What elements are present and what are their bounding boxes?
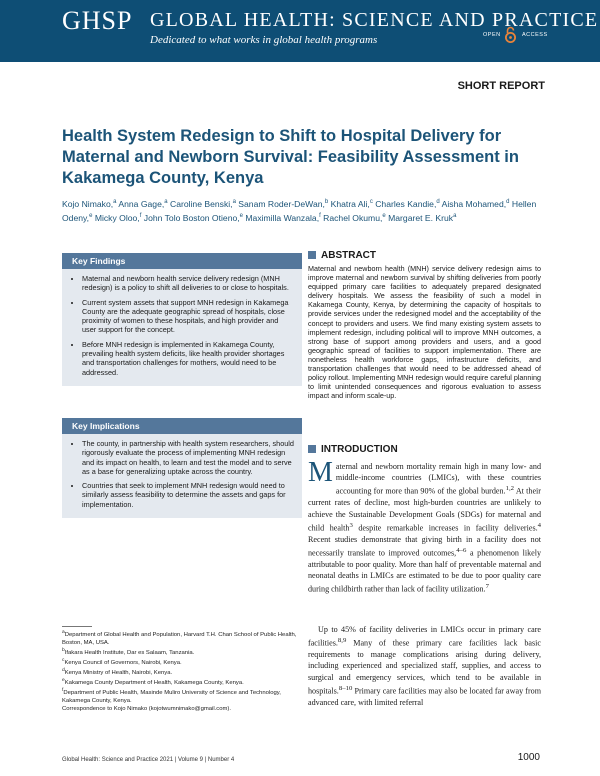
author[interactable]: Micky Oloo,$^f$ (94, 213, 142, 224)
footer-citation: Global Health: Science and Practice 2021 | Volume 9 | Number 4 (62, 757, 235, 763)
citation[interactable]: 1,2 (505, 485, 515, 493)
citation[interactable]: 8–10 (338, 684, 353, 692)
access-label: ACCESS (522, 32, 548, 38)
open-access-icon (504, 26, 517, 43)
report-type: SHORT REPORT (457, 80, 545, 92)
key-findings-heading: Key Findings (62, 253, 302, 269)
list-item: • Countries that seek to implement MNH redesign would need to similarly assess feasibility to determine the assets and gaps for implementation. (82, 481, 294, 509)
list-item: • Current system assets that support MNH redesign in Kakamega County are the adequate geographic spread of hospitals, close proximity of women to these hospitals, and high provider and user support for the concept. (82, 298, 294, 335)
affiliation: $^c$Kenya Council of Governors, Nairobi, Kenya. (62, 657, 182, 666)
key-findings-list (62, 269, 302, 386)
author[interactable]: Hellen Odeny,$^e$ (62, 198, 537, 224)
list-item: • Before MNH redesign is implemented in Kakamega County, prevailing health system deficits, like health provider shortages and transportation challenges for mothers, would need to be addressed. (82, 340, 294, 377)
author[interactable]: Margaret E. Kruk$^a$ (388, 213, 457, 224)
author[interactable]: Aisha Mohamed,$^d$ (441, 198, 510, 209)
author[interactable]: Caroline Benski,$^a$ (169, 198, 236, 209)
author[interactable]: Kojo Nimako,$^a$ (62, 198, 117, 209)
key-implications-box (62, 418, 302, 518)
correspondence[interactable]: Correspondence to Kojo Nimako (kojotwumnimako@gmail.com). (62, 705, 232, 712)
affiliation: $^d$Kenya Ministry of Health, Nairobi, Kenya. (62, 667, 173, 676)
page-number: 1000 (517, 752, 540, 763)
square-bullet-icon (308, 445, 316, 453)
citation[interactable]: 4–6 (456, 546, 467, 554)
list-item: • The county, in partnership with health system researchers, should rigorously evaluate the process of implementing MNH redesign and its impact on health, to learn and test the model and to serve as a base for generalizing uptake across the country. (82, 439, 294, 476)
abstract-text: Maternal and newborn health (MNH) service delivery redesign aims to improve maternal and newborn survival by shifting deliveries from poorly equipped primary care facilities to adequately prepared designated delivery hospitals. We assess the feasibility of such a model in Kakamega County, Kenya, by determining the capacity of hospitals to provide services under the redesigned model and the acceptability of the concept to providers and users. We find many existing system assets to implement redesign, including political will to improve MNH outcomes, a strong base of support among providers and users, and a good geographic spread of facilities to support implementation. There are nonetheless health workforce gaps, infrastructure deficits, and transportation challenges that would need to be addressed ahead of policy rollout. Implementing MNH redesign would require careful planning to limit unintended consequences and rigorous evaluation to assess impact and inform scale-up. (308, 264, 541, 401)
author[interactable]: Sanam Roder-DeWan,$^b$ (238, 198, 329, 209)
author[interactable]: Charles Kandie,$^d$ (375, 198, 440, 209)
author[interactable]: John Tolo Boston Otieno,$^e$ (143, 213, 243, 224)
key-implications-list (62, 434, 302, 518)
affiliation: $^a$Department of Global Health and Population, Harvard T.H. Chan School of Public Health, Boston, MA, USA. (62, 630, 297, 646)
introduction-paragraph-1: Maternal and newborn mortality remain high in many low- and middle-income countries (LMICs), with these countries accounting for more than 90% of the global burden.$^{1,2}$ At their current rates of decline, most high-burden countries are unlikely to achieve the Sustainable Development Goals (SDGs) for maternal and child health$^3$ despite remarkable increases in facility deliveries.$^4$ Recent studies demonstrate that giving birth in a facility does not necessarily translate to improved outcomes,$^{4-6}$ a phenomenon likely attributable to poor quality. More than half of preventable maternal and neonatal deaths in LMICs are estimated to be due to poor quality care during childbirth rather than lack of facility utilization.$^7$ (308, 457, 542, 594)
affiliations (62, 629, 298, 713)
introduction-paragraph-2: Up to 45% of facility deliveries in LMICs occur in primary care facilities.$^{8,9}$ Many of these primary care facilities lack basic requirements to manage complications arising during delivery, including experienced and specialized staff, supplies, and access to surgical and emergency services, which tend to be available in hospitals.$^{8-10}$ Primary care facilities may also be located far away from advanced care, with limited referral (308, 625, 541, 707)
author[interactable]: Anna Gage,$^a$ (118, 198, 168, 209)
citation[interactable]: 3 (349, 521, 353, 529)
list-item: • Maternal and newborn health service delivery redesign (MNH redesign) is a policy to shift all deliveries to or close to hospitals. (82, 274, 294, 293)
author[interactable]: Khatra Ali,$^c$ (330, 198, 373, 209)
square-bullet-icon (308, 251, 316, 259)
key-findings-box (62, 253, 302, 386)
affiliation: $^e$Kakamega County Department of Health, Kakamega County, Kenya. (62, 677, 244, 686)
journal-logo: GHSP (62, 6, 133, 35)
open-label: OPEN (483, 32, 501, 38)
citation[interactable]: 8,9 (337, 637, 347, 645)
author-list (62, 196, 546, 225)
citation[interactable]: 4 (537, 521, 542, 529)
journal-tagline: Dedicated to what works in global health programs (150, 34, 378, 46)
key-implications-heading: Key Implications (62, 418, 302, 434)
article-title: Health System Redesign to Shift to Hospital Delivery for Maternal and Newborn Survival: Feasibility Assessment in Kakamega County, Kenya (62, 127, 519, 187)
author[interactable]: Maximilla Wanzala,$^f$ (245, 213, 321, 224)
introduction-heading: INTRODUCTION (308, 444, 398, 455)
drop-cap: M (308, 457, 333, 488)
journal-title: GLOBAL HEALTH: SCIENCE AND PRACTICE (150, 9, 599, 31)
affiliation: $^b$Ifakara Health Institute, Dar es Salaam, Tanzania. (62, 647, 195, 656)
abstract-heading: ABSTRACT (308, 250, 376, 261)
affiliation: $^f$Department of Public Health, Masinde Muliro University of Science and Technology, Kakamega County, Kenya. (62, 687, 281, 704)
affiliations-divider (62, 626, 92, 627)
author[interactable]: Rachel Okumu,$^e$ (323, 213, 386, 224)
citation[interactable]: 7 (485, 583, 489, 591)
journal-header (0, 0, 600, 62)
